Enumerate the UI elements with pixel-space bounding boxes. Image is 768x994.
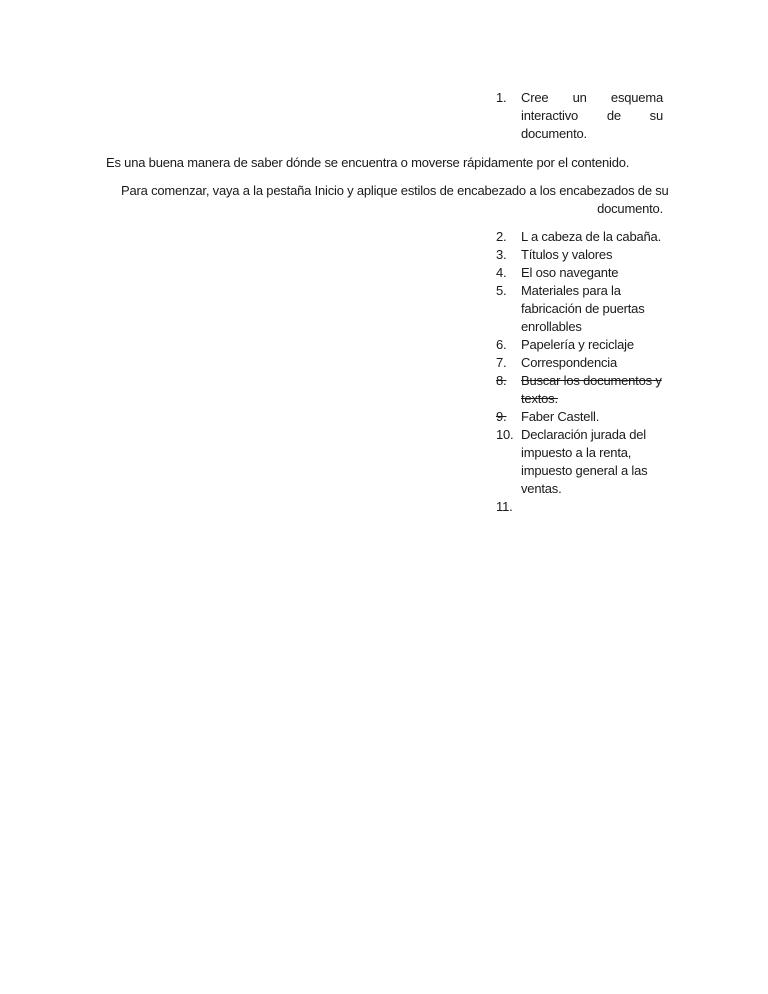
list-number: 10. — [496, 427, 514, 442]
list-item-line: Cree un esquema — [521, 90, 663, 105]
list-number: 5. — [496, 283, 507, 298]
list-item-text: Declaración jurada del impuesto a la renta, impuesto general a las ventas. — [521, 427, 648, 496]
list-item — [496, 498, 668, 516]
list-item — [496, 354, 668, 372]
list-item-line: documento. — [521, 126, 587, 141]
list-number: 11. — [496, 499, 513, 514]
list-item-text: Títulos y valores — [521, 247, 613, 262]
intro-paragraph: Es una buena manera de saber dónde se encuentra o moverse rápidamente por el contenido. — [106, 155, 630, 170]
list-number: 2. — [496, 229, 507, 244]
list-number: 7. — [496, 355, 507, 370]
list-item-line: interactivo de su — [521, 108, 663, 123]
list-item-text: El oso navegante — [521, 265, 619, 280]
list-number: 9. — [496, 409, 507, 424]
list-item — [496, 282, 668, 336]
list-item-text: L a cabeza de la cabaña. — [521, 229, 661, 244]
list-item — [496, 228, 668, 246]
list-item-text: Materiales para la fabricación de puertas enrollables — [521, 283, 645, 334]
numbered-list — [496, 228, 668, 516]
instruction-line: documento. — [597, 201, 663, 216]
list-number: 8. — [496, 373, 507, 388]
list-number: 4. — [496, 265, 507, 280]
list-item — [496, 336, 668, 354]
list-number: 6. — [496, 337, 507, 352]
list-item-text: Buscar los documentos y textos. — [521, 373, 662, 406]
list-item — [496, 264, 668, 282]
list-item — [496, 426, 668, 498]
list-item-text — [521, 498, 668, 516]
instruction-line: Para comenzar, vaya a la pestaña Inicio y aplique estilos de encabezado a los encabezados de su — [121, 183, 669, 198]
list-item — [496, 408, 668, 426]
list-item-text: Papelería y reciclaje — [521, 337, 634, 352]
list-number: 3. — [496, 247, 507, 262]
list-item — [496, 372, 668, 408]
list-item-text: Faber Castell. — [521, 409, 600, 424]
list-number: 1. — [496, 90, 507, 105]
instruction-paragraph — [121, 182, 669, 218]
list-item — [496, 246, 668, 264]
list-item-1 — [496, 89, 663, 143]
list-item-text: Correspondencia — [521, 355, 618, 370]
